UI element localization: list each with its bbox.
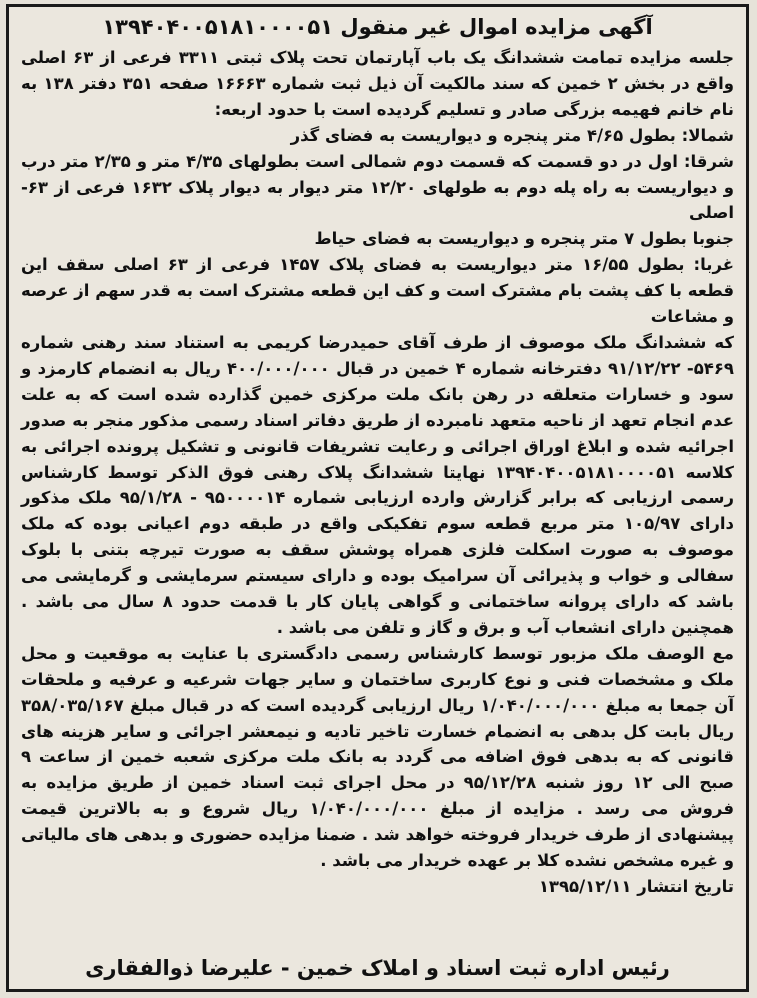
signature-line: رئیس اداره ثبت اسناد و املاک خمین - علیرضا ذوالفقاری <box>85 956 670 980</box>
valuation-paragraph: مع الوصف ملک مزبور توسط کارشناس رسمی دادگستری با عنایت به موقعیت و محل ملک و مشخصات فنی و نوع کاربری ساختمان و سایر جهات شرعیه و عرفیه و ملحقات آن جمعا به مبلغ ۱/۰۴۰/۰۰۰/۰۰۰ ریال ارزیابی گردیده است که در قبال مبلغ ۳۵۸/۰۳۵/۱۶۷ ریال بابت کل بدهی به انضمام خسارت تاخیر تادیه و نیمعشر اجرائی و سایر هزینه های قانونی که به بدهی فوق اضافه می گردد به بانک ملت مرکزی شعبه خمین از ساعت ۹ صبح الی ۱۲ روز شنبه ۹۵/۱۲/۲۸ در محل اجرای ثبت اسناد خمین از طریق مزایده به فروش می رسد . مزایده از مبلغ ۱/۰۴۰/۰۰۰/۰۰۰ ریال شروع و به بالاترین قیمت پیشنهادی از طرف خریدار فروخته خواهد شد . ضمنا مزایده حضوری و بدهی های مالیاتی و غیره مشخص نشده کلا بر عهده خریدار می باشد . <box>21 643 735 871</box>
boundary-north: شمالا: بطول ۴/۶۵ متر پنجره و دیواریست به فضای گذر <box>290 125 734 145</box>
boundary-east: شرقا: اول در دو قسمت که قسمت دوم شمالی است بطولهای ۴/۳۵ متر و ۲/۳۵ متر درب و دیواریست به راه پله دوم به طولهای ۱۲/۲۰ متر دیوار به دیوار پلاک ۱۶۳۲ فرعی از ۶۳- اصلی <box>21 151 734 223</box>
boundary-south: جنوبا بطول ۷ متر پنجره و دیواریست به فضای حیاط <box>314 229 734 249</box>
notice-title: آگهی مزایده اموال غیر منقول ۱۳۹۴۰۴۰۰۵۱۸۱۰۰۰۰۵۱ <box>102 15 653 39</box>
notice-body <box>21 45 734 900</box>
mortgage-paragraph: که ششدانگ ملک موصوف از طرف آقای حمیدرضا کریمی به استناد سند رهنی شماره ۵۴۶۹- ۹۱/۱۲/۲۲ دفترخانه شماره ۴ خمین در قبال ۴۰۰/۰۰۰/۰۰۰ ریال به انضمام کارمزد و سود و خسارات متعلقه در رهن بانک ملت مرکزی خمین گذارده شده است که به علت عدم انجام تعهد از ناحیه متعهد نامبرده از طریق دفاتر اسناد رسمی مذکور منجر به صدور اجرائیه شده و ابلاغ اوراق اجرائی و رعایت تشریفات قانونی و تشکیل پرونده اجرائی به کلاسه ۱۳۹۴۰۴۰۰۵۱۸۱۰۰۰۰۵۱ نهایتا ششدانگ پلاک رهنی فوق الذکر توسط کارشناس رسمی ارزیابی که برابر گزارش وارده ارزیابی شماره ۹۵۰۰۰۰۱۴ - ۹۵/۱/۲۸ ملک مذکور دارای ۱۰۵/۹۷ متر مربع قطعه سوم تفکیکی واقع در طبقه دوم اعیانی بوده که ملک موصوف به صورت اسکلت فلزی همراه پوشش سقف به صورت تیرچه بتنی با بلوک سفالی و خواب و پذیرائی آن سرامیک بوده و دارای سیستم سرمایشی و گرمایشی می باشد که دارای پروانه ساختمانی و گواهی پایان کار با قدمت حدود ۸ سال می باشد . همچنین دارای انشعاب آب و برق و گاز و تلفن می باشد . <box>21 332 735 637</box>
boundary-west: غربا: بطول ۱۶/۵۵ متر دیواریست به فضای پلاک ۱۴۵۷ فرعی از ۶۳ اصلی سقف این قطعه با کف پشت بام مشترک است و کف این قطعه مشترک است به قدر سهم از عرصه و مشاعات <box>21 255 735 327</box>
publication-date: تاریخ انتشار ۱۳۹۵/۱۲/۱۱ <box>538 877 734 896</box>
auction-notice <box>6 4 749 992</box>
intro-paragraph: جلسه مزایده تمامت ششدانگ یک باب آپارتمان تحت پلاک ثبتی ۳۳۱۱ فرعی از ۶۳ اصلی واقع در بخش ۲ خمین که سند مالکیت آن ذیل ثبت شماره ۱۶۶۶۳ صفحه ۳۵۱ دفتر ۱۳۸ به نام خانم فهیمه بزرگی صادر و تسلیم گردیده است با حدود اربعه: <box>21 48 735 119</box>
